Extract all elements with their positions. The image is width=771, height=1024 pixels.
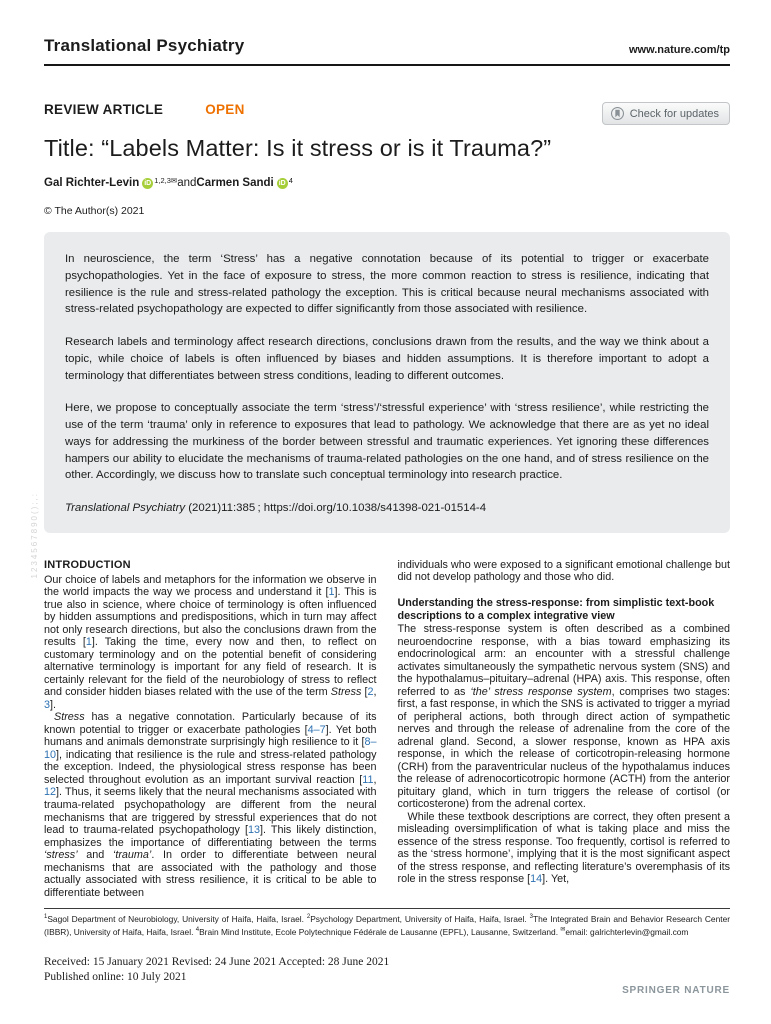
open-access-label: OPEN [205,102,245,117]
author-joiner: and [177,177,197,189]
author-line [44,177,730,189]
crossmark-icon [611,107,624,120]
check-for-updates-button[interactable] [602,102,730,125]
reference-link[interactable]: 11 [362,773,374,786]
journal-name: Translational Psychiatry [44,36,245,55]
reference-link[interactable]: 3 [44,698,51,711]
received-revised-accepted-line: Received: 15 January 2021 Revised: 24 June 2021 Accepted: 28 June 2021 [44,956,390,969]
author-1-affiliation-sup: 1,2,3 [154,176,171,185]
reference-link[interactable]: 2 [367,686,374,699]
abstract-paragraph-1: In neuroscience, the term ‘Stress’ has a negative connotation because of its potential to trigger or exacerbate psychopathologies. Yet in the face of exposure to stress, the more common reaction to stress is resilience, indicating that resilience is the rule and stress-related pathology the exception. This is critical because neural mechanisms associated with stress-related psychopathology are expected to differ significantly from those associated with resilience. [65,253,709,316]
reference-link[interactable]: 8–10 [44,736,377,761]
reference-link[interactable]: 13 [248,824,261,837]
body-paragraph: Our choice of labels and metaphors for the information we observe in the world impacts the way we process and understand it [1]. This is true also in science, where choice of terminology is often influenced by hidden assumptions and predispositions, which in turn may affect not only research directions, but also the conclusions drawn from the results [1]. Taking the time, every now and then, to reflect on customary terminology and on the potential benefit of considering alternative terminology is important for any field of research. It is certainly relevant for the field of the neurobiology of stress to reflect and consider hidden biases related with the use of the term Stress [2, 3]. [44,573,377,711]
left-column [44,559,377,899]
citation-line: Translational Psychiatry (2021)11:385 ; https://doi.org/10.1038/s41398-021-01514-4 [65,502,487,515]
body-paragraph: While these textbook descriptions are correct, they often present a misleading oversimplification of what is taking place and miss the essence of the stress response. Too frequently, cortisol is referred to as the ‘stress hormone’, implying that it is the most significant aspect of the stress response, and reflecting literature’s overemphasis of its role in the stress response [14]. Yet, [397,810,730,886]
article-meta-row [44,102,730,125]
orcid-icon[interactable]: iD [278,180,286,187]
abstract-box [44,232,730,533]
author-2-name: Carmen Sandi [196,177,274,189]
journal-url-link[interactable]: www.nature.com/tp [628,44,730,56]
article-dates [44,956,730,983]
body-paragraph: individuals who were exposed to a significant emotional challenge but did not develop pathology and those who did. [397,558,731,584]
author-2-affiliation-sup: 4 [288,176,293,185]
body-paragraph: Stress has a negative connotation. Particularly because of its known potential to trigger or exacerbate pathologies [4–7]. Yet both humans and animals demonstrate surprisingly high resilience to it [8–10], indicating that resilience is the rule and stress-related pathology the exception. Indeed, the physiological stress response has been selected throughout evolution as an important survival reaction [11, 12]. Thus, it seems likely that the neural mechanisms associated with trauma-related psychopathology are different from the neural mechanisms that are triggered by stressful experiences that do not lead to trauma-related psychopathology [13]. This likely distinction, emphasizes the importance of differentiating between the terms ‘stress’ and ‘trauma’. In order to differentiate between neural mechanisms that are associated with the pathology and those actually associated with stress resilience, it is critical to be able to differentiate between [44,711,377,899]
published-online-line: Published online: 10 July 2021 [44,971,187,984]
body-paragraph: The stress-response system is often described as a combined neuroendocrine response, with a bias toward emphasizing its endocrinological arm: an encounter with a stressful challenge activates simultaneously the sympathetic nervous system (SNS) and the hypothalamus–pituitary–adrenal (HPA) axis. This response, often referred to as ‘the’ stress response system, comprises two stages: first, a fast response, in which the SNS is activated to trigger a myriad of peripheral actions, both through direct action of sympathetic nerves and through the release of adrenaline from the core of the adrenal gland. Second, a slower response, known as HPA axis response, in which the release of corticotropin-releasing hormone (CRH) from the paraventricular nucleus of the hypothalamus induces the release of adrenocorticotropic hormone (ACTH) from the anterior pituitary gland, which in turn triggers the release of cortisol (or corticosterone) from the adrenal cortex. [397,623,730,811]
press-marker-text: 1234567890();,: [30,492,39,579]
copyright-line: © The Author(s) 2021 [44,205,145,217]
article-body [44,559,730,899]
check-for-updates-label: Check for updates [629,107,719,120]
footnote-divider [44,908,730,909]
section-heading-introduction: INTRODUCTION [44,558,131,571]
reference-link[interactable]: 14 [530,873,543,886]
corresponding-author-mail-icon[interactable]: ✉ [170,176,178,185]
article-title: Title: “Labels Matter: Is it stress or is it Trauma?” [44,135,552,161]
reference-link[interactable]: 1 [328,586,335,599]
reference-link[interactable]: 12 [44,786,57,799]
orcid-icon[interactable]: iD [144,180,152,187]
author-1-name: Gal Richter-Levin [44,177,140,189]
abstract-paragraph-2: Research labels and terminology affect research directions, conclusions drawn from the results, and the way we think about a topic, while choice of labels is often influenced by biases and hidden assumptions. It is therefore important to adopt a terminology that differentiates between stress conditions, leading to different outcomes. [65,336,709,382]
reference-link[interactable]: 1 [85,636,92,649]
subsection-heading: Understanding the stress-response: from simplistic text-book descriptions to a complex integrative view [397,596,715,622]
springer-nature-logo: SPRINGER NATURE [622,985,730,996]
reference-link[interactable]: 4–7 [307,723,326,736]
article-type-label: REVIEW ARTICLE [44,102,164,117]
affiliations-footnote: $^1$Sagol Department of Neurobiology, University of Haifa, Haifa, Israel. $^2$Psychology Department, University of Haifa, Haifa, Israel. $^3$The Integrated Brain and Behavior Research Center (IBBR), University of Haifa, Haifa, Israel. $^4$Brain Mind Institute, Ecole Polytechnique Fédérale de Lausanne (EPFL), Lausanne, Switzerland. ✉email: galrichterlevin@gmail.com [44,914,731,938]
abstract-paragraph-3: Here, we propose to conceptually associate the term ‘stress’/‘stressful experience’ with ‘stress resilience’, while restricting the use of the term ‘trauma’ only in reference to exposures that lead to pathology. We acknowledge that there are as yet no ideal ways for addressing the murkiness of the border between stressful and traumatic experiences. Yet ignoring these differences hampers our ability to elucidate the mechanisms of trauma-related pathologies on the one hand, and of stress resilience on the other. Accordingly, we discuss how to translate such conceptual terminology into research practice. [65,402,709,482]
right-column [398,559,731,899]
journal-header [44,36,730,66]
